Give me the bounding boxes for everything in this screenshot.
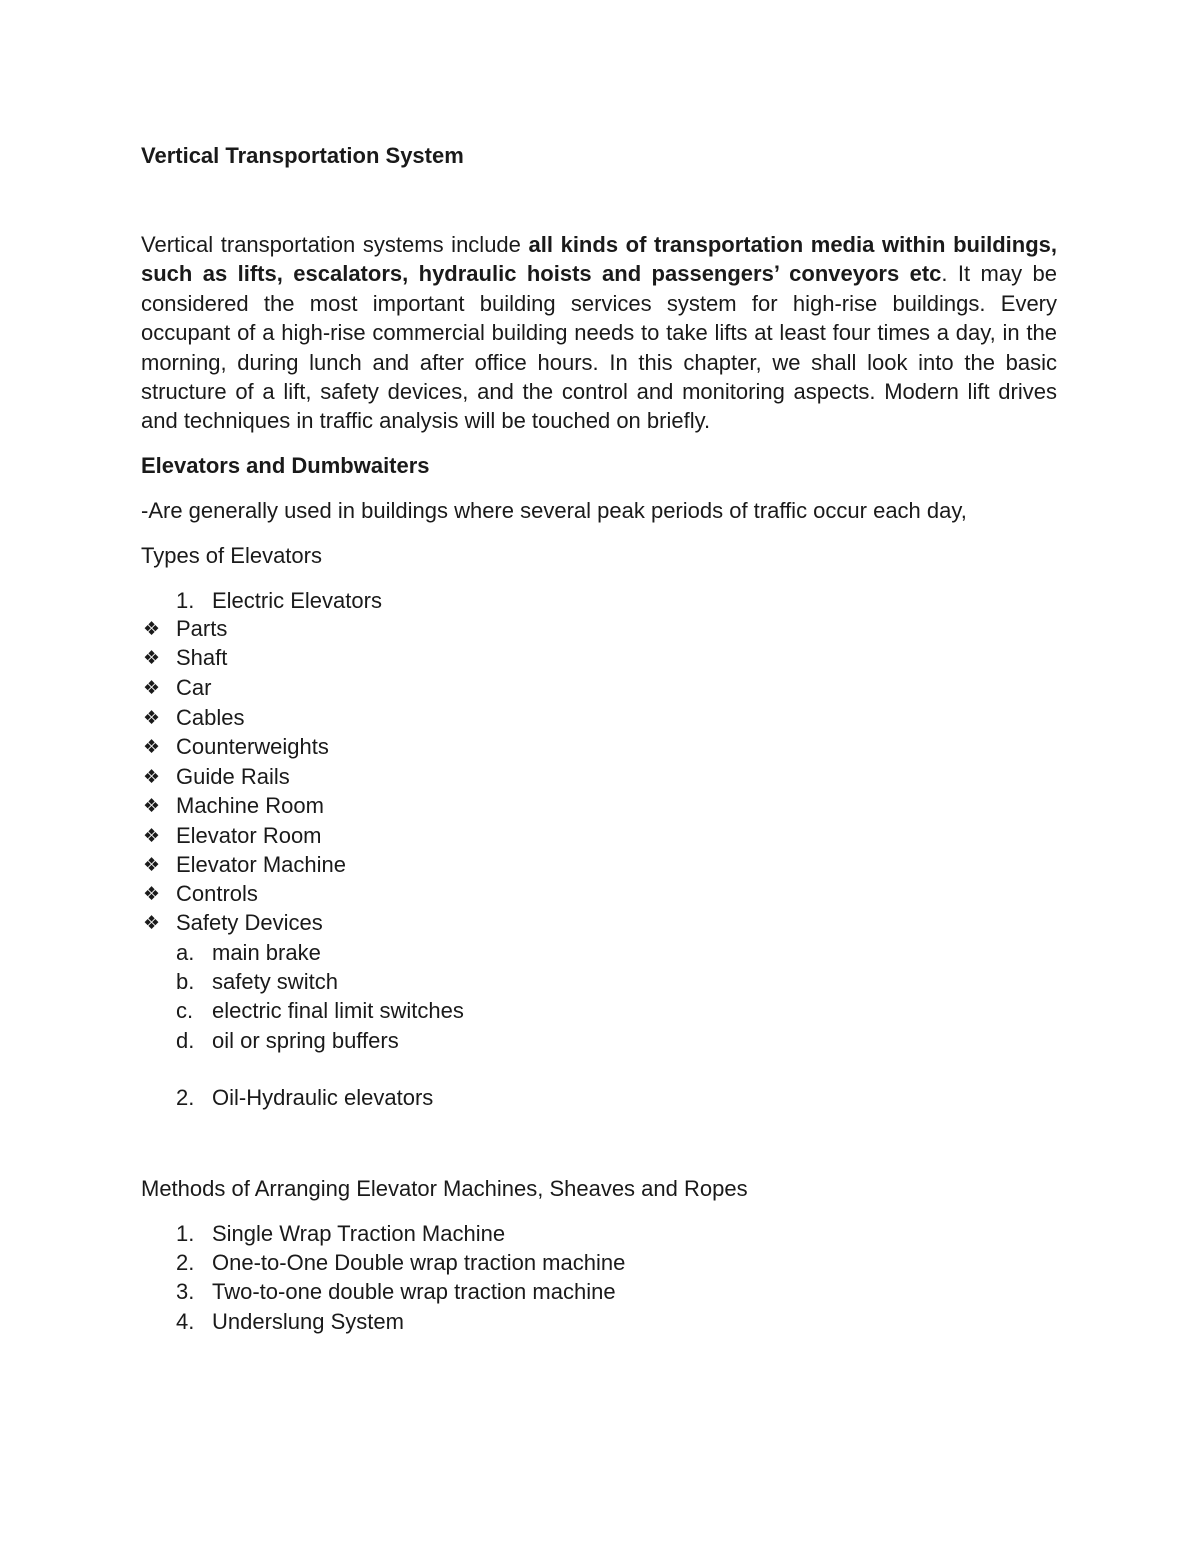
type-label: Oil-Hydraulic elevators: [212, 1085, 434, 1110]
list-letter: c.: [176, 998, 194, 1023]
diamond-bullet-icon: ❖: [143, 854, 161, 876]
safety-device-label: oil or spring buffers: [212, 1028, 399, 1053]
document-title: Vertical Transportation System: [141, 143, 464, 168]
diamond-bullet-icon: ❖: [143, 618, 161, 640]
intro-rest: . It may be considered the most important building services system for high-rise buildings. Every occupant of a high-rise commercial building needs to take lifts at least four times a day, in the morning, during lunch and after office hours. In this chapter, we shall look into the basic structure of a lift, safety devices, and the control and monitoring aspects. Modern lift drives and techniques in traffic analysis will be touched on briefly.: [141, 261, 1057, 434]
part-label: Cables: [176, 705, 245, 730]
section-note: -Are generally used in buildings where several peak periods of traffic occur each day,: [141, 498, 967, 523]
part-label: Controls: [176, 881, 258, 906]
method-number: 4.: [176, 1309, 195, 1334]
diamond-bullet-icon: ❖: [143, 677, 161, 699]
intro-paragraph: [141, 230, 1057, 436]
diamond-bullet-icon: ❖: [143, 766, 161, 788]
list-letter: a.: [176, 940, 195, 965]
safety-device-label: electric final limit switches: [212, 998, 464, 1023]
method-number: 1.: [176, 1221, 195, 1246]
type-label: Electric Elevators: [212, 588, 382, 613]
method-label: Underslung System: [212, 1309, 404, 1334]
method-label: One-to-One Double wrap traction machine: [212, 1250, 626, 1275]
part-label: Counterweights: [176, 734, 329, 759]
methods-heading: Methods of Arranging Elevator Machines, Sheaves and Ropes: [141, 1176, 748, 1201]
part-label: Elevator Room: [176, 823, 322, 848]
diamond-bullet-icon: ❖: [143, 736, 161, 758]
list-letter: d.: [176, 1028, 195, 1053]
types-heading: Types of Elevators: [141, 543, 322, 568]
method-label: Two-to-one double wrap traction machine: [212, 1279, 616, 1304]
type-number: 1.: [176, 588, 195, 613]
safety-device-label: main brake: [212, 940, 321, 965]
part-label: Parts: [176, 616, 228, 641]
diamond-bullet-icon: ❖: [143, 707, 161, 729]
section-heading: Elevators and Dumbwaiters: [141, 453, 430, 478]
type-number: 2.: [176, 1085, 195, 1110]
part-label: Elevator Machine: [176, 852, 346, 877]
intro-bold: all kinds of transportation media within buildings, such as lifts, escalators, hydraulic hoists and passengers’ conveyors etc: [141, 232, 1057, 287]
part-label: Safety Devices: [176, 910, 323, 935]
part-label: Machine Room: [176, 793, 324, 818]
diamond-bullet-icon: ❖: [143, 647, 161, 669]
method-number: 2.: [176, 1250, 195, 1275]
list-letter: b.: [176, 969, 195, 994]
part-label: Shaft: [176, 645, 228, 670]
diamond-bullet-icon: ❖: [143, 795, 161, 817]
diamond-bullet-icon: ❖: [143, 912, 161, 934]
diamond-bullet-icon: ❖: [143, 883, 161, 905]
part-label: Car: [176, 675, 212, 700]
part-label: Guide Rails: [176, 764, 290, 789]
diamond-bullet-icon: ❖: [143, 825, 161, 847]
intro-lead: Vertical transportation systems include: [141, 232, 529, 257]
method-label: Single Wrap Traction Machine: [212, 1221, 506, 1246]
method-number: 3.: [176, 1279, 195, 1304]
safety-device-label: safety switch: [212, 969, 338, 994]
